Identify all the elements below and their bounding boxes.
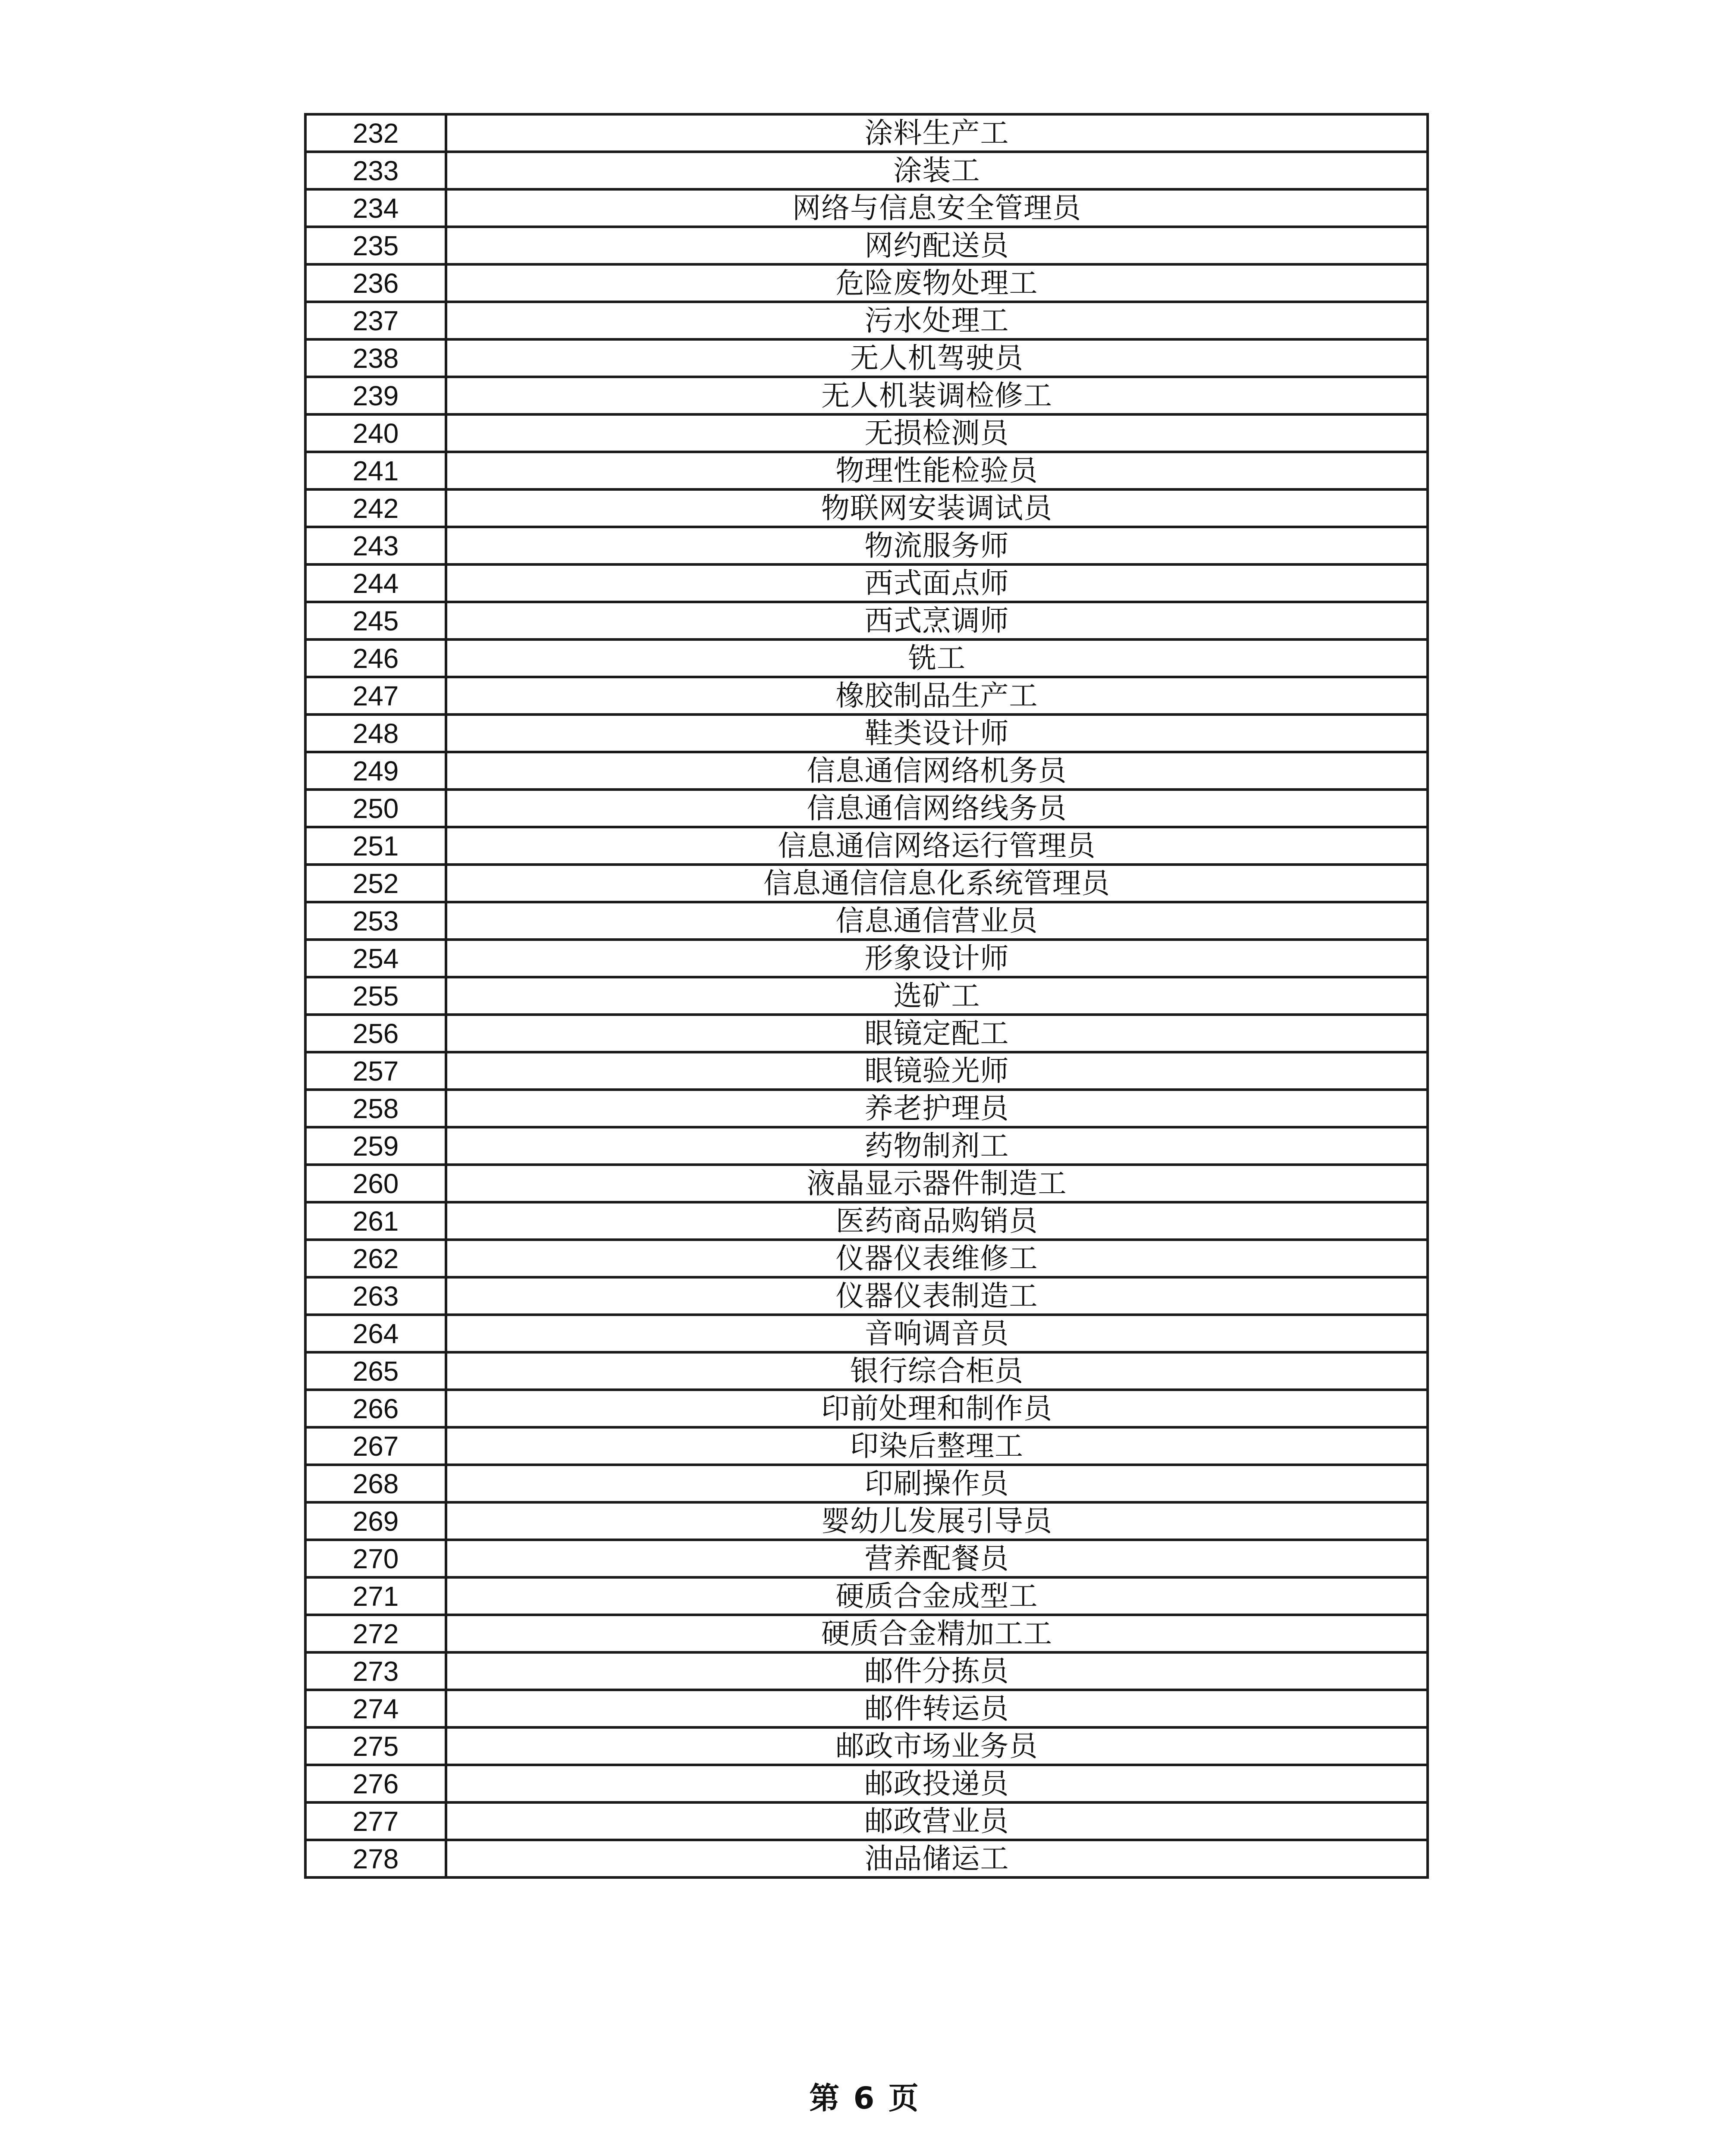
row-number: 270 xyxy=(305,1540,446,1577)
row-number: 273 xyxy=(305,1652,446,1690)
table-row xyxy=(305,1015,1428,1052)
row-number: 276 xyxy=(305,1765,446,1802)
table-row xyxy=(305,677,1428,714)
row-number: 265 xyxy=(305,1352,446,1390)
table-row xyxy=(305,940,1428,977)
job-list-table xyxy=(304,113,1429,1879)
row-number: 249 xyxy=(305,752,446,790)
occupation-name: 药物制剂工 xyxy=(446,1127,1428,1165)
row-number: 267 xyxy=(305,1427,446,1465)
row-number: 239 xyxy=(305,377,446,414)
row-number: 246 xyxy=(305,639,446,677)
table-row xyxy=(305,302,1428,339)
row-number: 252 xyxy=(305,865,446,902)
occupation-name: 邮政投递员 xyxy=(446,1765,1428,1802)
table-row xyxy=(305,1240,1428,1277)
row-number: 236 xyxy=(305,264,446,302)
table-row xyxy=(305,1502,1428,1540)
table-row xyxy=(305,152,1428,189)
occupation-name: 邮政市场业务员 xyxy=(446,1727,1428,1765)
row-number: 253 xyxy=(305,902,446,940)
occupation-name: 养老护理员 xyxy=(446,1090,1428,1127)
occupation-name: 硬质合金精加工工 xyxy=(446,1615,1428,1652)
row-number: 250 xyxy=(305,790,446,827)
occupation-name: 信息通信信息化系统管理员 xyxy=(446,865,1428,902)
row-number: 274 xyxy=(305,1690,446,1727)
row-number: 244 xyxy=(305,564,446,602)
occupation-name: 婴幼儿发展引导员 xyxy=(446,1502,1428,1540)
table-row xyxy=(305,1202,1428,1240)
row-number: 234 xyxy=(305,189,446,227)
occupation-name: 涂料生产工 xyxy=(446,114,1428,152)
occupation-name: 眼镜验光师 xyxy=(446,1052,1428,1090)
occupation-name: 信息通信网络运行管理员 xyxy=(446,827,1428,865)
row-number: 258 xyxy=(305,1090,446,1127)
occupation-name: 选矿工 xyxy=(446,977,1428,1015)
table-row xyxy=(305,1615,1428,1652)
row-number: 255 xyxy=(305,977,446,1015)
table-row xyxy=(305,752,1428,790)
occupation-name: 银行综合柜员 xyxy=(446,1352,1428,1390)
occupation-name: 信息通信网络线务员 xyxy=(446,790,1428,827)
occupation-name: 物联网安装调试员 xyxy=(446,489,1428,527)
occupation-name: 危险废物处理工 xyxy=(446,264,1428,302)
table-row xyxy=(305,1765,1428,1802)
row-number: 260 xyxy=(305,1165,446,1202)
table-row xyxy=(305,1577,1428,1615)
row-number: 240 xyxy=(305,414,446,452)
occupation-name: 印前处理和制作员 xyxy=(446,1390,1428,1427)
occupation-name: 仪器仪表维修工 xyxy=(446,1240,1428,1277)
table-row xyxy=(305,977,1428,1015)
occupation-name: 橡胶制品生产工 xyxy=(446,677,1428,714)
table-row xyxy=(305,1840,1428,1877)
table-row xyxy=(305,189,1428,227)
occupation-name: 铣工 xyxy=(446,639,1428,677)
occupation-name: 信息通信营业员 xyxy=(446,902,1428,940)
row-number: 242 xyxy=(305,489,446,527)
table-row xyxy=(305,714,1428,752)
table-row xyxy=(305,527,1428,564)
occupation-name: 油品储运工 xyxy=(446,1840,1428,1877)
row-number: 238 xyxy=(305,339,446,377)
table-row xyxy=(305,1315,1428,1352)
occupation-name: 仪器仪表制造工 xyxy=(446,1277,1428,1315)
table-row xyxy=(305,1727,1428,1765)
occupation-name: 信息通信网络机务员 xyxy=(446,752,1428,790)
row-number: 271 xyxy=(305,1577,446,1615)
table-row xyxy=(305,1352,1428,1390)
occupation-name: 营养配餐员 xyxy=(446,1540,1428,1577)
row-number: 247 xyxy=(305,677,446,714)
table-body xyxy=(305,114,1428,1877)
occupation-name: 邮件分拣员 xyxy=(446,1652,1428,1690)
table-row xyxy=(305,1165,1428,1202)
table-row xyxy=(305,1465,1428,1502)
row-number: 233 xyxy=(305,152,446,189)
occupation-name: 污水处理工 xyxy=(446,302,1428,339)
row-number: 256 xyxy=(305,1015,446,1052)
occupation-name: 形象设计师 xyxy=(446,940,1428,977)
row-number: 263 xyxy=(305,1277,446,1315)
table-row xyxy=(305,639,1428,677)
row-number: 232 xyxy=(305,114,446,152)
table-row xyxy=(305,489,1428,527)
row-number: 257 xyxy=(305,1052,446,1090)
row-number: 275 xyxy=(305,1727,446,1765)
occupation-name: 邮件转运员 xyxy=(446,1690,1428,1727)
table-row xyxy=(305,114,1428,152)
row-number: 245 xyxy=(305,602,446,639)
table-row xyxy=(305,790,1428,827)
row-number: 237 xyxy=(305,302,446,339)
occupation-name: 鞋类设计师 xyxy=(446,714,1428,752)
occupation-name: 无人机装调检修工 xyxy=(446,377,1428,414)
occupation-name: 网约配送员 xyxy=(446,227,1428,264)
occupation-name: 西式烹调师 xyxy=(446,602,1428,639)
table-row xyxy=(305,1277,1428,1315)
occupation-name: 网络与信息安全管理员 xyxy=(446,189,1428,227)
row-number: 264 xyxy=(305,1315,446,1352)
table-row xyxy=(305,564,1428,602)
table-row xyxy=(305,264,1428,302)
row-number: 261 xyxy=(305,1202,446,1240)
table-row xyxy=(305,902,1428,940)
table-row xyxy=(305,377,1428,414)
table-row xyxy=(305,1390,1428,1427)
row-number: 272 xyxy=(305,1615,446,1652)
table-row xyxy=(305,1802,1428,1840)
row-number: 248 xyxy=(305,714,446,752)
occupation-name: 眼镜定配工 xyxy=(446,1015,1428,1052)
table-row xyxy=(305,1652,1428,1690)
page-number: 第 6 页 xyxy=(809,2081,920,2116)
row-number: 269 xyxy=(305,1502,446,1540)
table-row xyxy=(305,1427,1428,1465)
row-number: 254 xyxy=(305,940,446,977)
occupation-name: 西式面点师 xyxy=(446,564,1428,602)
occupation-name: 硬质合金成型工 xyxy=(446,1577,1428,1615)
table-row xyxy=(305,1052,1428,1090)
row-number: 243 xyxy=(305,527,446,564)
table-row xyxy=(305,339,1428,377)
row-number: 262 xyxy=(305,1240,446,1277)
row-number: 268 xyxy=(305,1465,446,1502)
row-number: 278 xyxy=(305,1840,446,1877)
row-number: 241 xyxy=(305,452,446,489)
table-row xyxy=(305,414,1428,452)
row-number: 266 xyxy=(305,1390,446,1427)
table-row xyxy=(305,452,1428,489)
table-row xyxy=(305,1540,1428,1577)
occupation-name: 涂装工 xyxy=(446,152,1428,189)
occupation-name: 液晶显示器件制造工 xyxy=(446,1165,1428,1202)
table-row xyxy=(305,865,1428,902)
occupation-name: 印刷操作员 xyxy=(446,1465,1428,1502)
occupation-name: 无损检测员 xyxy=(446,414,1428,452)
occupation-name: 物理性能检验员 xyxy=(446,452,1428,489)
occupation-name: 医药商品购销员 xyxy=(446,1202,1428,1240)
row-number: 235 xyxy=(305,227,446,264)
occupation-name: 印染后整理工 xyxy=(446,1427,1428,1465)
table-row xyxy=(305,1090,1428,1127)
occupation-name: 物流服务师 xyxy=(446,527,1428,564)
occupation-name: 邮政营业员 xyxy=(446,1802,1428,1840)
row-number: 259 xyxy=(305,1127,446,1165)
occupation-name: 无人机驾驶员 xyxy=(446,339,1428,377)
table-row xyxy=(305,227,1428,264)
table-row xyxy=(305,1127,1428,1165)
row-number: 277 xyxy=(305,1802,446,1840)
row-number: 251 xyxy=(305,827,446,865)
table-row xyxy=(305,1690,1428,1727)
table-row xyxy=(305,602,1428,639)
table-row xyxy=(305,827,1428,865)
occupation-name: 音响调音员 xyxy=(446,1315,1428,1352)
